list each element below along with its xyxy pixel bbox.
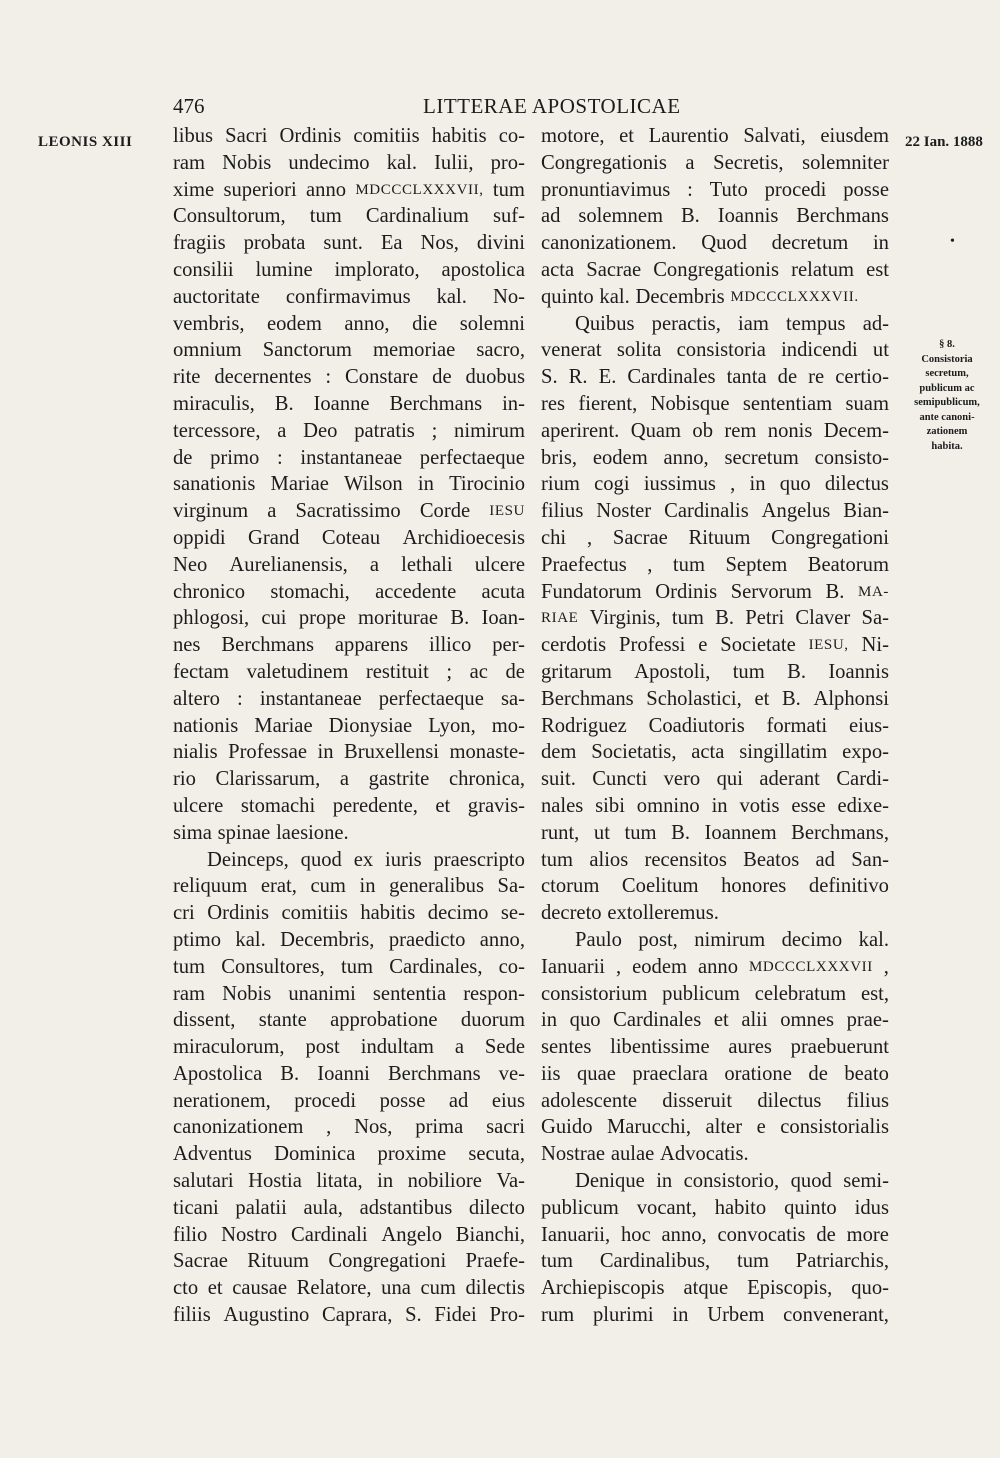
text-line: Guido Marucchi, alter e consistorialis xyxy=(541,1116,889,1139)
page-number: 476 xyxy=(173,94,205,118)
text-line: salutari Hostia litata, in nobiliore Va- xyxy=(173,1170,525,1193)
text-line: Consultorum, tum Cardinalium suf- xyxy=(173,205,525,228)
text-line: ram Nobis unanimi sententia respon- xyxy=(173,982,525,1005)
text-line: ad solemnem B. Ioannis Berchmans xyxy=(541,205,889,228)
text-line: quinto kal. Decembris MDCCCLXXXVII. xyxy=(541,285,859,308)
text-line: ctorum Coelitum honores definitivo xyxy=(541,875,889,898)
text-line: cri Ordinis comitiis habitis decimo se- xyxy=(173,902,525,925)
text-line: Neo Aurelianensis, a lethali ulcere xyxy=(173,553,525,576)
text-line: nes Berchmans apparens illico per- xyxy=(173,634,525,657)
text-line: sima spinae laesione. xyxy=(173,821,349,844)
text-line: chronico stomachi, accedente acuta xyxy=(173,580,525,603)
margin-section-note-line: semipublicum, xyxy=(914,397,980,408)
text-line: Quibus peractis, iam tempus ad- xyxy=(575,312,889,335)
text-line: de primo : instantaneae perfectaeque xyxy=(173,446,525,469)
right-text-column xyxy=(541,123,889,1329)
running-title: LITTERAE APOSTOLICAE xyxy=(423,94,681,118)
text-line: Adventus Dominica proxime secuta, xyxy=(173,1143,525,1166)
text-line: dissent, stante approbatione duorum xyxy=(173,1009,525,1032)
text-line: Rodriguez Coadiutoris formati eius- xyxy=(541,714,889,737)
text-line: tum alios recensitos Beatos ad San- xyxy=(541,848,889,871)
text-line: acta Sacrae Congregationis relatum est xyxy=(541,258,889,281)
text-line: rio Clarissarum, a gastrite chronica, xyxy=(173,768,525,791)
text-line: nialis Professae in Bruxellensi monaste- xyxy=(173,741,525,764)
text-line: motore, et Laurentio Salvati, eiusdem xyxy=(541,125,889,147)
text-line: Fundatorum Ordinis Servorum B. MA- xyxy=(541,580,889,603)
text-line: Ianuarii , eodem anno MDCCCLXXXVII , xyxy=(541,955,889,978)
margin-section-note-line: secretum, xyxy=(925,368,969,379)
text-line: Denique in consistorio, quod semi- xyxy=(575,1170,889,1193)
text-line: ptimo kal. Decembris, praedicto anno, xyxy=(173,928,525,951)
text-line: libus Sacri Ordinis comitiis habitis co- xyxy=(173,125,525,147)
text-line: cerdotis Professi e Societate IESU, Ni- xyxy=(541,634,889,657)
text-line: Nostrae aulae Advocatis. xyxy=(541,1143,749,1166)
margin-section-note-line: § 8. xyxy=(939,339,955,350)
text-line: Berchmans Scholastici, et B. Alphonsi xyxy=(541,687,889,710)
text-line: omnium Sanctorum memoriae sacro, xyxy=(173,339,525,362)
text-line: ram Nobis undecimo kal. Iulii, pro- xyxy=(173,151,525,174)
text-line: gritarum Apostoli, tum B. Ioannis xyxy=(541,660,889,683)
text-line: tercessore, a Deo patratis ; nimirum xyxy=(173,419,525,442)
left-text-column xyxy=(173,123,525,1329)
text-line: RIAE Virginis, tum B. Petri Claver Sa- xyxy=(541,607,889,630)
text-line: bris, eodem anno, secretum consisto- xyxy=(541,446,889,469)
text-line: suit. Cuncti vero qui aderant Cardi- xyxy=(541,768,889,791)
text-line: S. R. E. Cardinales tanta de re certio- xyxy=(541,366,889,389)
text-line: adolescente disseruit dilectus filius xyxy=(541,1089,889,1112)
text-line: Praefectus , tum Septem Beatorum xyxy=(541,553,889,576)
text-line: Sacrae Rituum Congregationi Praefe- xyxy=(173,1250,525,1273)
text-line: altero : instantaneae perfectaeque sa- xyxy=(173,687,525,710)
margin-section-note-line: habita. xyxy=(931,440,963,452)
text-line: miraculis, B. Ioanne Berchmans in- xyxy=(173,392,525,415)
text-line: filiis Augustino Caprara, S. Fidei Pro- xyxy=(173,1304,525,1327)
text-line: consilii lumine implorato, apostolica xyxy=(173,258,525,281)
text-line: tum Cardinalibus, tum Patriarchis, xyxy=(541,1250,889,1273)
text-line: pronuntiavimus : Tuto procedi posse xyxy=(541,178,889,201)
text-line: rium cogi iussimus , in quo dilectus xyxy=(541,473,889,496)
margin-section-note xyxy=(902,338,992,454)
text-line: Paulo post, nimirum decimo kal. xyxy=(575,928,889,951)
text-line: filio Nostro Cardinali Angelo Bianchi, xyxy=(173,1223,525,1246)
text-line: res fierent, Nobisque sententiam suam xyxy=(541,392,889,415)
text-line: rite decernentes : Constare de duobus xyxy=(173,366,525,389)
margin-mark: • xyxy=(950,234,955,249)
text-line: sanationis Mariae Wilson in Tirocinio xyxy=(173,473,525,496)
text-line: miraculorum, post indultam a Sede xyxy=(173,1036,525,1059)
margin-date: 22 Ian. 1888 xyxy=(905,134,983,150)
text-line: nationis Mariae Dionysiae Lyon, mo- xyxy=(173,714,525,737)
text-line: Deinceps, quod ex iuris praescripto xyxy=(207,848,525,871)
text-line: consistorium publicum celebratum est, xyxy=(541,982,889,1005)
text-line: sentes libentissime aures praebuerunt xyxy=(541,1036,889,1059)
text-line: canonizationem , Nos, prima sacri xyxy=(173,1116,525,1139)
margin-section-note-line: Consistoria xyxy=(921,353,973,365)
margin-pope-name: LEONIS XIII xyxy=(38,134,133,150)
text-line: canonizationem. Quod decretum in xyxy=(541,232,889,255)
text-line: fectam valetudinem restituit ; ac de xyxy=(173,660,525,683)
text-line: chi , Sacrae Rituum Congregationi xyxy=(541,526,889,549)
text-line: ticani palatii aula, adstantibus dilecto xyxy=(173,1196,525,1219)
text-line: runt, ut tum B. Ioannem Berchmans, xyxy=(541,821,889,844)
text-line: Ianuarii, hoc anno, convocatis de more xyxy=(541,1223,889,1246)
text-line: auctoritate confirmavimus kal. No- xyxy=(173,285,525,308)
margin-section-note-line: ante canoni- xyxy=(919,411,975,423)
text-line: vembris, eodem anno, die solemni xyxy=(173,312,525,335)
text-line: phlogosi, cui prope moriturae B. Ioan- xyxy=(173,607,525,630)
text-line: decreto extolleremus. xyxy=(541,902,719,925)
text-line: nerationem, procedi posse ad eius xyxy=(173,1089,525,1112)
text-line: in quo Cardinales et alii omnes prae- xyxy=(541,1009,889,1032)
text-line: oppidi Grand Coteau Archidioecesis xyxy=(173,526,525,549)
margin-section-note-line: zationem xyxy=(926,426,968,437)
text-line: cto et causae Relatore, una cum dilectis xyxy=(173,1277,525,1300)
margin-section-note-line: publicum ac xyxy=(919,382,975,394)
text-line: Archiepiscopis atque Episcopis, quo- xyxy=(541,1277,889,1300)
text-line: Congregationis a Secretis, solemniter xyxy=(541,151,889,174)
text-line: dem Societatis, acta singillatim expo- xyxy=(541,741,889,764)
text-line: virginum a Sacratissimo Corde IESU xyxy=(173,500,525,523)
text-line: aperirent. Quam ob rem nonis Decem- xyxy=(541,419,889,442)
text-line: rum plurimi in Urbem convenerant, xyxy=(541,1304,889,1327)
text-line: fragiis probata sunt. Ea Nos, divini xyxy=(173,232,525,255)
text-line: filius Noster Cardinalis Angelus Bian- xyxy=(541,500,889,523)
text-line: nales sibi omnino in votis esse edixe- xyxy=(541,794,889,817)
text-line: Apostolica B. Ioanni Berchmans ve- xyxy=(173,1062,525,1085)
text-line: tum Consultores, tum Cardinales, co- xyxy=(173,955,525,978)
text-line: iis quae praeclara oratione de beato xyxy=(541,1062,889,1085)
text-line: venerat solita consistoria indicendi ut xyxy=(541,339,889,362)
text-line: reliquum erat, cum in generalibus Sa- xyxy=(173,875,525,898)
text-line: xime superiori anno MDCCCLXXXVII, tum xyxy=(173,178,525,201)
text-line: publicum vocant, habito quinto idus xyxy=(541,1196,889,1219)
text-line: ulcere stomachi peredente, et gravis- xyxy=(173,794,525,817)
